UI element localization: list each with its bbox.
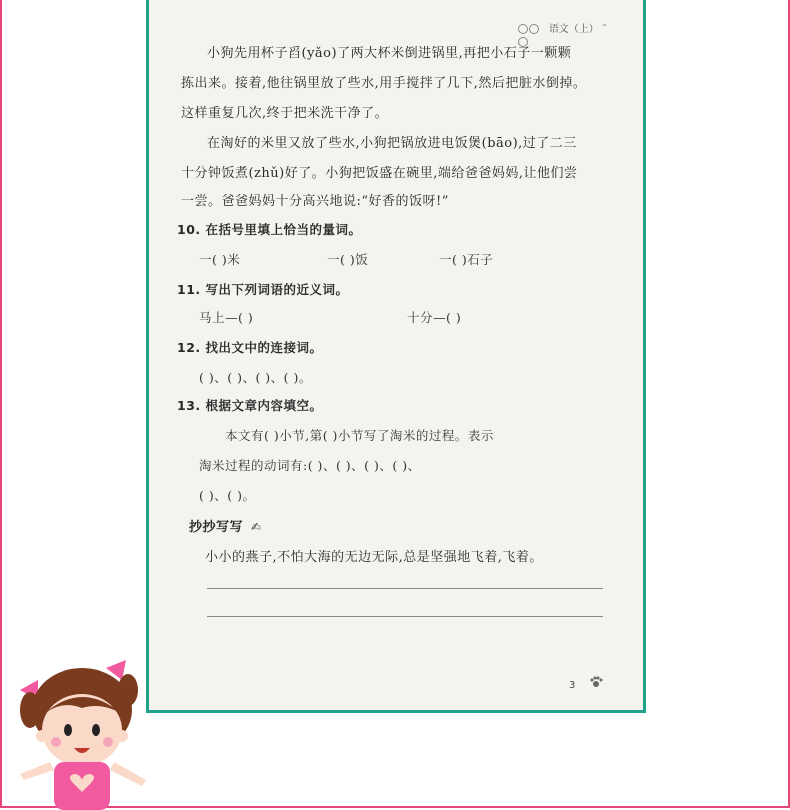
cartoon-girl <box>10 650 160 810</box>
blank-item[interactable]: 马上—( ) <box>199 310 254 325</box>
blank-line[interactable]: ( )、( )、( )、( )。 <box>199 370 312 385</box>
blank-item[interactable]: 一( )米 <box>199 252 241 267</box>
copy-sentence: 小小的燕子,不怕大海的无边无际,总是坚强地飞着,飞着。 <box>205 550 543 565</box>
writing-line[interactable] <box>207 588 603 589</box>
swallow-icon: ˜ <box>602 24 607 35</box>
workbook-page <box>146 0 646 713</box>
passage-line: 十分钟饭煮(zhǔ)好了。小狗把饭盛在碗里,端给爸爸妈妈,让他们尝 <box>181 166 578 181</box>
pen-icon: ✍ <box>251 520 262 534</box>
blank-item[interactable]: 一( )饭 <box>327 252 369 267</box>
question-10-title: 10. 在括号里填上恰当的量词。 <box>177 222 362 237</box>
fill-line[interactable]: 本文有( )小节,第( )小节写了淘米的过程。表示 <box>225 428 494 443</box>
copy-section-title <box>189 516 262 535</box>
passage-line: 这样重复几次,终于把米洗干净了。 <box>181 106 389 121</box>
paw-icon <box>589 675 603 689</box>
writing-line[interactable] <box>207 616 603 617</box>
blank-item[interactable]: 一( )石子 <box>439 252 494 267</box>
passage-line: 一尝。爸爸妈妈十分高兴地说:“好香的饭呀!” <box>181 194 449 209</box>
question-11-title: 11. 写出下列词语的近义词。 <box>177 282 349 297</box>
passage-line: 小狗先用杯子舀(yǎo)了两大杯米倒进锅里,再把小石子一颗颗 <box>207 46 572 61</box>
fill-line[interactable]: ( )、( )。 <box>199 488 256 503</box>
page-header <box>518 20 607 35</box>
logo-icon <box>518 24 546 34</box>
question-12-title: 12. 找出文中的连接词。 <box>177 340 323 355</box>
copy-title-text: 抄抄写写 <box>189 520 244 535</box>
passage-line: 拣出来。接着,他往锅里放了些水,用手搅拌了几下,然后把脏水倒掉。 <box>181 76 587 91</box>
fill-line[interactable]: 淘米过程的动词有:( )、( )、( )、( )、 <box>199 458 421 473</box>
question-13-title: 13. 根据文章内容填空。 <box>177 398 323 413</box>
passage-line: 在淘好的米里又放了些水,小狗把锅放进电饭煲(bāo),过了二三 <box>207 136 577 151</box>
subject-label: 语文（上） <box>548 24 599 35</box>
page-number: 3 <box>569 680 576 691</box>
blank-item[interactable]: 十分—( ) <box>407 310 462 325</box>
